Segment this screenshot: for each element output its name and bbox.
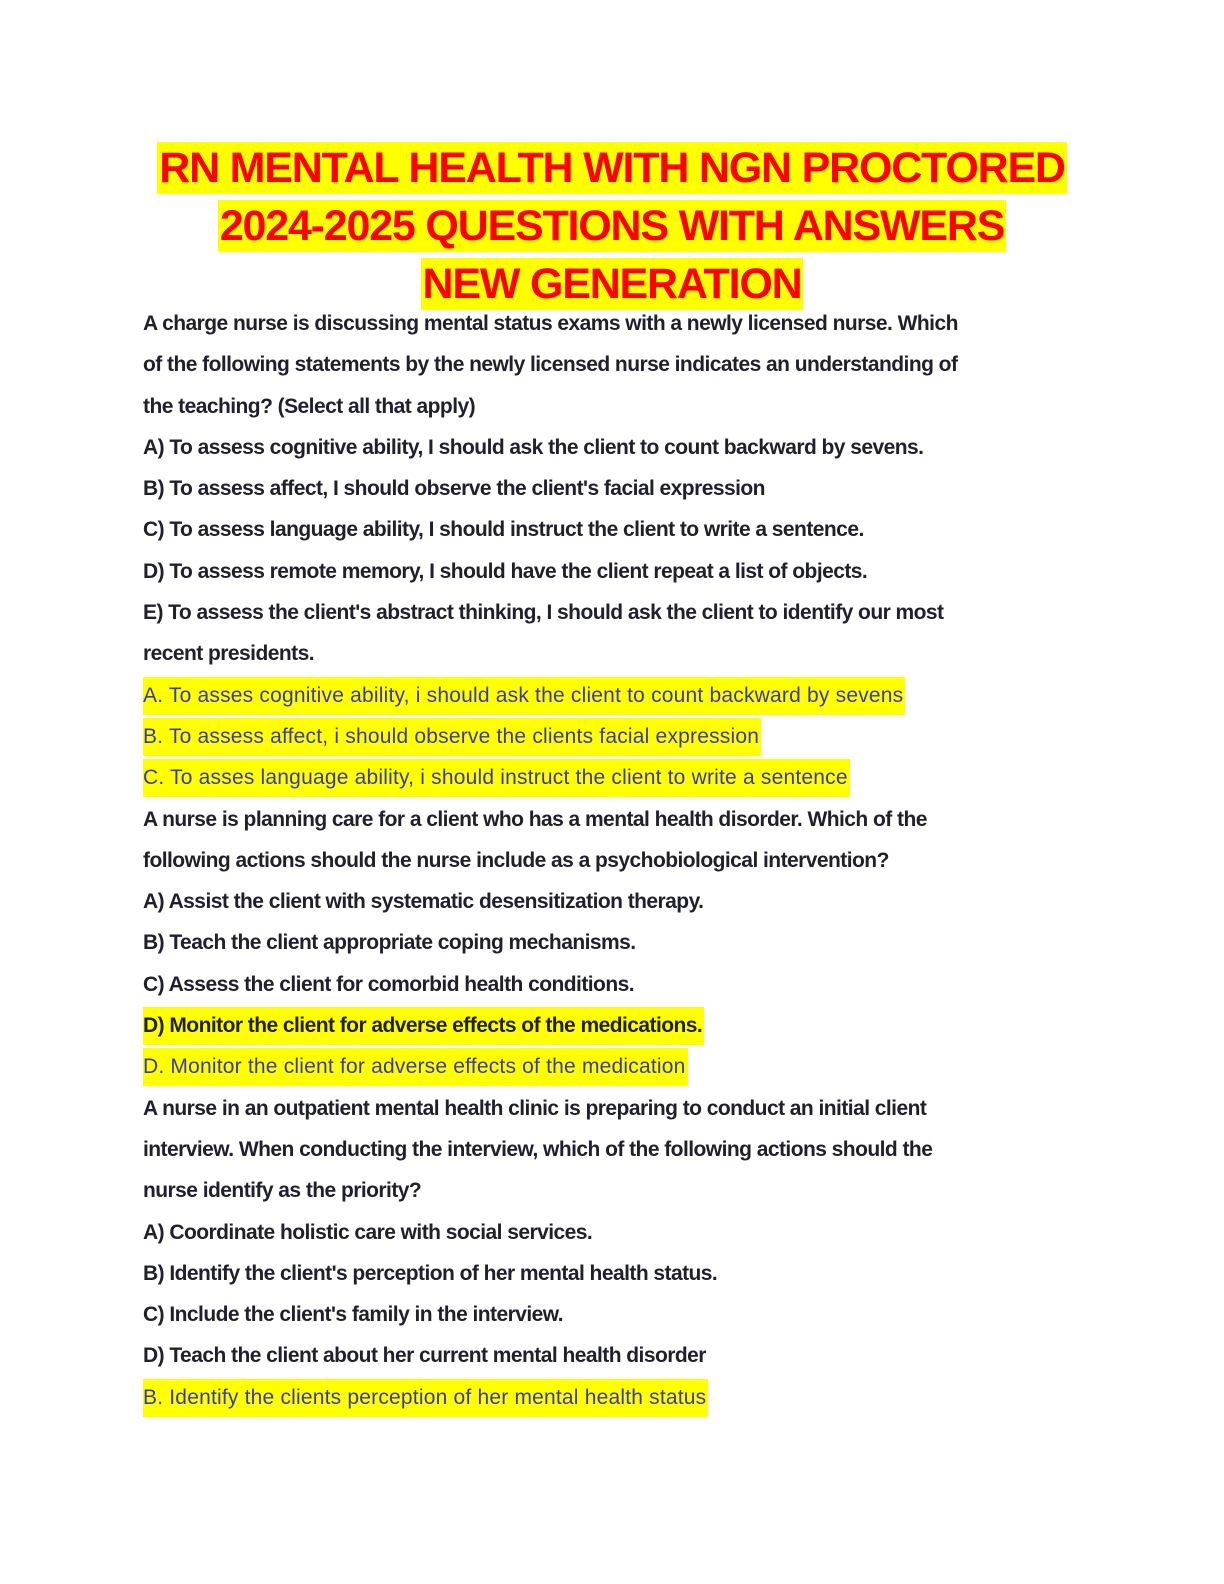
correct-answer: B. Identify the clients perception of her mental health status <box>143 1379 708 1417</box>
document-body <box>143 303 1083 1418</box>
question-stem-line: A charge nurse is discussing mental status exams with a newly licensed nurse. Which <box>143 312 958 335</box>
document-title <box>0 142 1224 316</box>
answer-option: recent presidents. <box>143 642 314 666</box>
answer-option: C) Assess the client for comorbid health conditions. <box>143 972 635 996</box>
answer-option: A) Assist the client with systematic desensitization therapy. <box>143 890 704 914</box>
question-stem-line: interview. When conducting the interview, which of the following actions should the <box>143 1137 933 1161</box>
answer-option: D) Teach the client about her current mental health disorder <box>143 1344 706 1368</box>
answer-option: C) To assess language ability, I should instruct the client to write a sentence. <box>143 518 864 542</box>
question-stem-line: of the following statements by the newly licensed nurse indicates an understanding of <box>143 353 958 377</box>
correct-answer: D. Monitor the client for adverse effects of the medication <box>143 1048 688 1086</box>
answer-option: D) To assess remote memory, I should have the client repeat a list of objects. <box>143 559 868 583</box>
answer-option: A) Coordinate holistic care with social services. <box>143 1220 593 1244</box>
answer-option: E) To assess the client's abstract thinking, I should ask the client to identify our most <box>143 601 944 625</box>
question-block-2 <box>143 799 1083 1088</box>
question-block-3 <box>143 1088 1083 1418</box>
correct-answer: A. To asses cognitive ability, i should ask the client to count backward by sevens <box>143 677 905 715</box>
question-stem-line: the teaching? (Select all that apply) <box>143 394 476 418</box>
question-block-1 <box>143 303 1083 799</box>
question-stem-line: nurse identify as the priority? <box>143 1179 422 1203</box>
answer-option: A) To assess cognitive ability, I should ask the client to count backward by sevens. <box>143 435 924 459</box>
title-line-3: NEW GENERATION <box>422 260 802 308</box>
answer-option-highlighted: D) Monitor the client for adverse effects of the medications. <box>143 1007 704 1045</box>
answer-option: B) Teach the client appropriate coping mechanisms. <box>143 931 636 955</box>
question-stem-line: A nurse is planning care for a client who has a mental health disorder. Which of the <box>143 807 927 831</box>
answer-option: B) Identify the client's perception of her mental health status. <box>143 1261 718 1285</box>
correct-answer: B. To assess affect, i should observe the clients facial expression <box>143 718 761 756</box>
correct-answer: C. To asses language ability, i should instruct the client to write a sentence <box>143 759 850 797</box>
question-stem-line: following actions should the nurse include as a psychobiological intervention? <box>143 848 889 872</box>
title-line-2: 2024-2025 QUESTIONS WITH ANSWERS <box>219 202 1005 250</box>
answer-option: B) To assess affect, I should observe the client's facial expression <box>143 477 765 501</box>
answer-option: C) Include the client's family in the interview. <box>143 1303 564 1327</box>
question-stem-line: A nurse in an outpatient mental health clinic is preparing to conduct an initial client <box>143 1096 927 1120</box>
title-line-1: RN MENTAL HEALTH WITH NGN PROCTORED <box>159 144 1065 192</box>
